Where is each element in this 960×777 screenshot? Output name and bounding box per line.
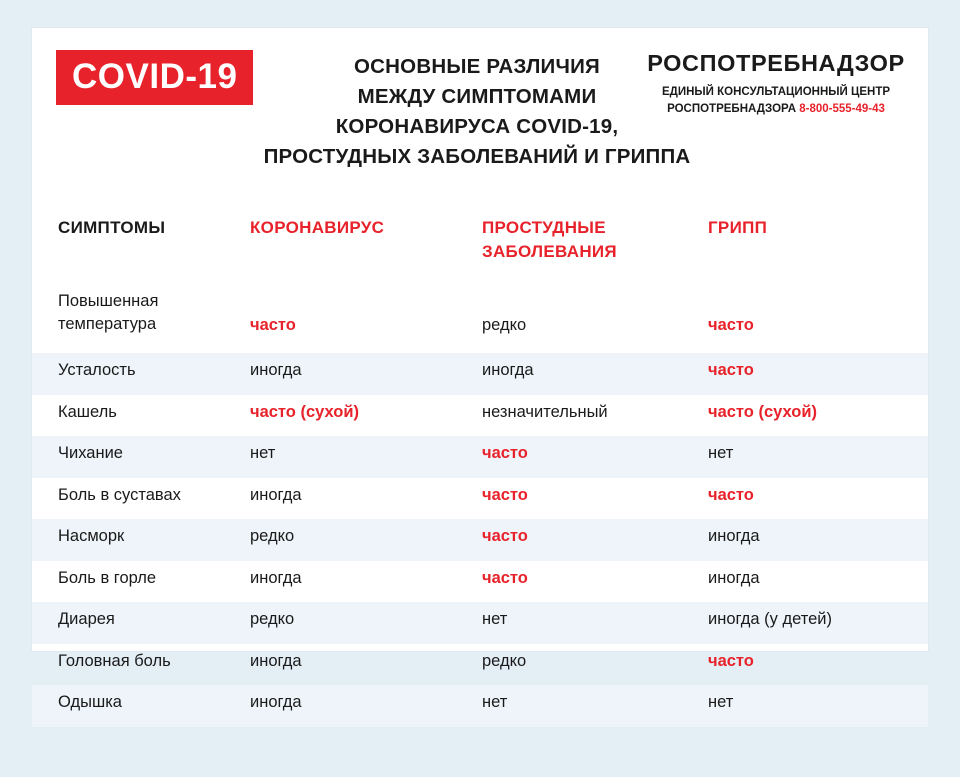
table-row <box>32 561 928 603</box>
cell-cold: нет <box>482 610 508 628</box>
cell-cold: незначительный <box>482 402 608 421</box>
cell-symptom: Насморк <box>58 527 125 545</box>
cell-flu: иногда <box>708 568 760 587</box>
organization-name: РОСПОТРЕБНАДЗОР <box>647 50 905 76</box>
hotline-phone-number: 8-800-555-49-43 <box>799 102 885 115</box>
cell-cold: часто <box>482 527 528 545</box>
consultation-center-line: ЕДИНЫЙ КОНСУЛЬТАЦИОННЫЙ ЦЕНТР <box>661 86 891 98</box>
cell-cold: часто <box>482 485 528 504</box>
column-header-cold-line-2: ЗАБОЛЕВАНИЯ <box>482 242 617 262</box>
table-row <box>32 436 928 478</box>
table-row <box>32 353 928 395</box>
cell-flu: иногда (у детей) <box>708 610 833 628</box>
table-row <box>32 478 928 520</box>
title-line-2: МЕЖДУ СИМПТОМАМИ <box>357 85 597 109</box>
infographic-poster <box>32 28 928 711</box>
cell-flu: часто <box>708 361 754 379</box>
table-row <box>32 519 928 561</box>
rospotrebnadzor-block <box>642 50 910 117</box>
cell-flu: часто <box>708 485 754 504</box>
organization-genitive-label: РОСПОТРЕБНАДЗОРА <box>667 102 797 115</box>
cell-coronavirus: иногда <box>250 693 302 711</box>
column-header-flu: ГРИПП <box>708 218 768 237</box>
covid19-logo-badge: COVID-19 <box>56 50 253 105</box>
cell-coronavirus: иногда <box>250 651 302 670</box>
page-title <box>247 52 707 173</box>
cell-coronavirus: иногда <box>250 485 302 504</box>
title-line-1: ОСНОВНЫЕ РАЗЛИЧИЯ <box>354 55 600 78</box>
column-header-cold-line-1: ПРОСТУДНЫЕ <box>482 218 606 237</box>
cell-symptom: Диарея <box>58 610 115 628</box>
cell-flu: часто <box>708 316 754 334</box>
cell-flu: часто <box>708 651 754 670</box>
cell-coronavirus: нет <box>250 444 276 462</box>
table-header-row <box>32 204 928 286</box>
cell-cold: редко <box>482 651 527 670</box>
cell-symptom: Усталость <box>58 361 136 379</box>
cell-coronavirus: редко <box>250 610 295 628</box>
table-row <box>32 286 928 353</box>
cell-coronavirus: часто (сухой) <box>250 402 359 421</box>
column-header-symptoms: СИМПТОМЫ <box>58 218 166 237</box>
organization-subtitle <box>642 84 910 117</box>
cell-coronavirus: часто <box>250 316 296 334</box>
column-header-coronavirus: КОРОНАВИРУС <box>250 218 385 237</box>
cell-symptom: Одышка <box>58 693 122 711</box>
organization-phone-line <box>642 101 910 118</box>
cell-flu: нет <box>708 693 734 711</box>
cell-cold: редко <box>482 316 527 334</box>
cell-cold: часто <box>482 568 528 587</box>
cell-flu: иногда <box>708 527 760 545</box>
cell-symptom: Кашель <box>58 402 117 421</box>
cell-symptom-line-2: температура <box>58 315 157 334</box>
cell-symptom-line-1: Повышенная <box>58 292 159 310</box>
table-row <box>32 602 928 644</box>
cell-cold: часто <box>482 444 528 462</box>
cell-symptom: Боль в горле <box>58 568 157 587</box>
cell-flu: часто (сухой) <box>708 402 817 421</box>
cell-coronavirus: редко <box>250 527 295 545</box>
poster-header <box>32 28 928 178</box>
table-footer-spacer <box>32 727 928 777</box>
cell-cold: иногда <box>482 361 534 379</box>
cell-symptom: Боль в суставах <box>58 485 181 504</box>
table-row <box>32 685 928 727</box>
title-line-3: КОРОНАВИРУСА COVID-19, <box>335 115 619 139</box>
cell-symptom: Головная боль <box>58 651 171 670</box>
title-line-4: ПРОСТУДНЫХ ЗАБОЛЕВАНИЙ И ГРИППА <box>263 145 691 169</box>
cell-cold: нет <box>482 693 508 711</box>
table-row <box>32 395 928 437</box>
cell-symptom: Чихание <box>58 444 123 462</box>
comparison-table <box>32 204 928 777</box>
cell-flu: нет <box>708 444 734 462</box>
cell-coronavirus: иногда <box>250 568 302 587</box>
column-header-cold <box>482 216 708 264</box>
cell-symptom <box>32 290 250 337</box>
cell-coronavirus: иногда <box>250 361 302 379</box>
